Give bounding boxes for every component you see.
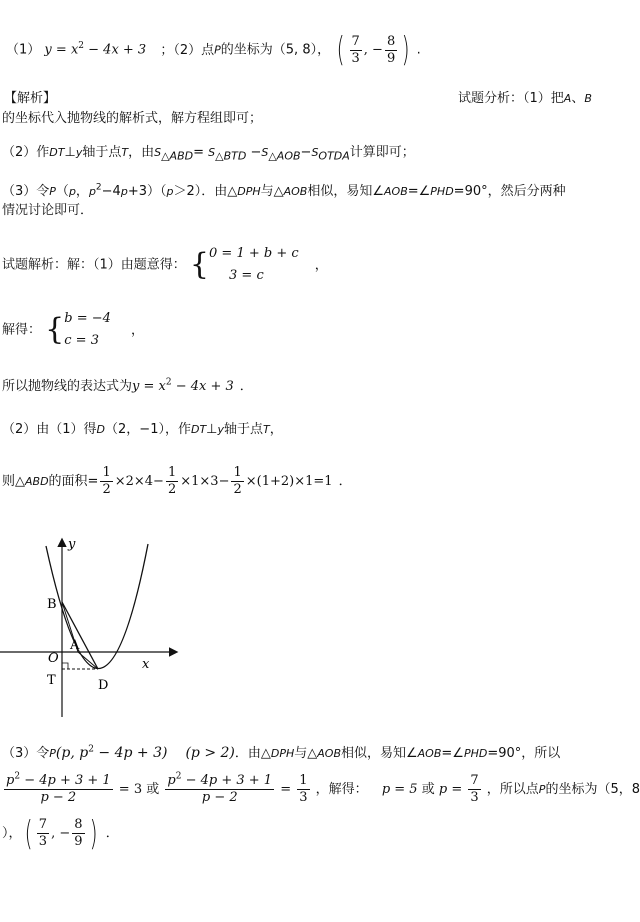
- answer-part1-rest: − 4x + 3: [84, 42, 147, 58]
- eq2-eq: =: [276, 782, 296, 797]
- label-T: T: [47, 673, 56, 688]
- l4-p: P: [49, 185, 56, 198]
- p3-aob: AOB: [317, 747, 341, 760]
- l3-s1: S: [154, 146, 162, 159]
- area-end: ．: [338, 474, 352, 489]
- right-angle-mark: [62, 663, 68, 669]
- l3-dt: DT: [49, 146, 65, 159]
- solution-comma2: ，: [131, 322, 145, 338]
- p3-e: =∠: [441, 746, 464, 761]
- eq2-rhs-num: 1: [299, 773, 308, 788]
- area-frac1-num: 1: [102, 465, 111, 480]
- l4-dph: DPH: [237, 185, 261, 198]
- system2-line1: b = −4: [64, 311, 111, 326]
- answer-part2-prefix: ；（2）点: [160, 42, 215, 58]
- area-t1: ×2×4−: [114, 474, 164, 489]
- label-B: B: [47, 597, 57, 612]
- solve-text: ，解得：: [315, 782, 368, 797]
- answer-line: [6, 30, 421, 71]
- or1: 或: [146, 782, 160, 797]
- p3-phd: PHD: [463, 747, 488, 760]
- system1-brace: {: [189, 247, 210, 282]
- area-frac2-num: 1: [167, 465, 177, 480]
- solution-solved: 解得：: [2, 322, 42, 338]
- label-y: y: [68, 537, 76, 552]
- l4-p2: p: [68, 185, 76, 198]
- l3-y: y: [75, 146, 83, 159]
- last-a: ），: [2, 826, 22, 841]
- or2: 或: [421, 782, 435, 797]
- l4-aob2: AOB: [384, 185, 408, 198]
- system2: [64, 308, 111, 352]
- sol2-den: 3: [470, 790, 479, 805]
- l4-a: （3）令: [2, 184, 50, 199]
- l3-s2sub: △BTD: [215, 149, 247, 163]
- final-frac2-num: 8: [74, 817, 83, 832]
- eq1-frac: [4, 773, 113, 806]
- part2-line: [2, 421, 283, 439]
- area-frac2-den: 2: [167, 482, 177, 497]
- label-A: A: [70, 638, 80, 653]
- solved-line: [2, 308, 144, 353]
- p2-b: （2，−1），作: [105, 422, 191, 437]
- l3-minus1: −: [246, 145, 262, 160]
- l3-d: ，由: [128, 145, 155, 160]
- answer-part2-text: 的坐标为（5, 8），: [220, 42, 331, 58]
- p3-inner2: − 4p + 3): [93, 745, 168, 761]
- p2-y: y: [217, 423, 225, 436]
- answer-part1-rhs: = x: [51, 42, 79, 58]
- final-frac1-den: 3: [38, 834, 48, 849]
- eq2-frac: [165, 773, 274, 806]
- p2-t: T: [263, 423, 270, 436]
- l4-e: +3）（: [127, 184, 167, 199]
- p2-e: ，: [269, 422, 283, 437]
- l4-p4: p: [120, 185, 128, 198]
- eq2-den: p − 2: [201, 790, 238, 805]
- system1-line1: 0 = 1 + b + c: [209, 246, 299, 261]
- area-frac3-num: 1: [233, 465, 242, 480]
- l3-t: T: [121, 146, 129, 159]
- eq1-num: [4, 773, 113, 790]
- eq2-num: [165, 773, 274, 790]
- eq1-num-exp: 2: [14, 771, 21, 782]
- analysis-right-intro-text: 试题分析：（1）把: [458, 91, 564, 106]
- p3-f: =90°，所以: [487, 746, 561, 761]
- answer-frac2-num: 8: [386, 33, 396, 49]
- p3-p: P: [49, 747, 56, 760]
- final-frac1: [37, 817, 49, 850]
- l3-eq: =: [193, 145, 209, 160]
- answer-frac-7-3: [350, 34, 362, 67]
- p3-dph: DPH: [270, 747, 295, 760]
- sol1: p = 5: [381, 782, 418, 797]
- p2-d: D: [96, 423, 106, 436]
- final-sep: , −: [51, 826, 71, 841]
- final-frac1-num: 7: [38, 817, 48, 832]
- p3-c: 与△: [294, 746, 318, 761]
- answer-frac1-num: 7: [351, 33, 360, 49]
- analysis-header: 【解析】: [4, 91, 57, 106]
- answer-right-paren: ): [401, 30, 410, 70]
- label-x: x: [142, 657, 150, 672]
- answer-frac-8-9: [385, 34, 397, 67]
- l4-f: ＞2）．由△: [173, 184, 238, 199]
- eq1-num-a: p: [6, 773, 15, 788]
- l3-s1sub: △ABD: [161, 149, 194, 163]
- l3-s4: S: [311, 146, 319, 159]
- eq1-den: p − 2: [40, 790, 77, 805]
- answer-part1-prefix: （1）: [6, 42, 41, 58]
- l4-b: （: [55, 184, 69, 199]
- area-frac1: [100, 465, 112, 498]
- area-frac3: [231, 465, 243, 498]
- eq1-rhs: = 3: [114, 782, 143, 797]
- l3-end: 计算即可；: [349, 145, 415, 160]
- expression-line: [2, 378, 253, 396]
- area-line: [2, 462, 352, 502]
- l3-c: 轴于点: [82, 145, 122, 160]
- l3-perp: ⊥: [64, 145, 76, 160]
- answer-end: .: [416, 42, 421, 58]
- l3-s2: S: [208, 146, 216, 159]
- final-line: [2, 812, 119, 856]
- solution-intro: 试题解析：解：（1）由题意得：: [2, 257, 186, 273]
- final-frac2: [72, 817, 84, 850]
- area-t3: ×(1+2)×1=1: [245, 474, 333, 489]
- area-frac2: [166, 465, 178, 498]
- segment-AD: [78, 652, 98, 669]
- answer-left-paren: (: [336, 30, 345, 70]
- p3-inner: (p, p: [55, 745, 89, 761]
- expr-prefix: 所以抛物线的表达式为: [2, 379, 133, 394]
- p3-exp: 2: [88, 744, 94, 755]
- concl-b: 的坐标为（5，8: [545, 782, 640, 797]
- concl-p: P: [538, 783, 546, 796]
- eq1-num-b: − 4p + 3 + 1: [20, 773, 111, 788]
- answer-part2-p: P: [214, 43, 221, 57]
- l3-minus2: −: [300, 145, 312, 160]
- l4-p5: p: [166, 185, 174, 198]
- l4-c: ，: [75, 184, 89, 199]
- analysis-right-sep: 、: [571, 91, 585, 106]
- equations-line: [2, 768, 640, 812]
- solution-intro-line: [2, 243, 328, 288]
- p2-perp: ⊥: [206, 422, 218, 437]
- p3-a: （3）令: [2, 746, 50, 761]
- p3-d: 相似，易知∠: [341, 746, 418, 761]
- solution-comma1: ，: [314, 257, 328, 273]
- system2-brace: {: [45, 312, 65, 347]
- analysis-right-a: A: [563, 92, 572, 105]
- analysis-line3: [2, 144, 415, 162]
- l4-aob: AOB: [283, 185, 308, 198]
- l3-s4sub: OTDA: [318, 149, 350, 163]
- analysis-line5: 情况讨论即可．: [2, 203, 94, 218]
- area-a: 则△: [2, 474, 25, 489]
- system1-line2: 3 = c: [229, 268, 264, 283]
- p3-b: ．由△: [234, 746, 271, 761]
- answer-frac2-sign: , −: [363, 42, 383, 58]
- label-D: D: [98, 678, 109, 693]
- l4-j: =90°，然后分两种: [453, 184, 566, 199]
- l4-phd: PHD: [430, 185, 454, 198]
- sol2-num: 7: [470, 773, 479, 788]
- sol2-frac: [468, 773, 480, 806]
- eq2-rhs-frac: [297, 773, 309, 806]
- l4-i: =∠: [407, 184, 431, 199]
- area-frac3-den: 2: [233, 482, 242, 497]
- analysis-line2: 的坐标代入抛物线的解析式，解方程组即可；: [2, 111, 263, 126]
- system1: [209, 243, 299, 287]
- l3-a: （2）作: [2, 145, 50, 160]
- area-b: 的面积=: [48, 474, 99, 489]
- final-frac2-den: 9: [74, 834, 83, 849]
- l4-h: 相似，易知∠: [307, 184, 385, 199]
- concl: ，所以点: [486, 782, 539, 797]
- l4-exp: 2: [95, 182, 102, 193]
- analysis-right-b: B: [584, 92, 592, 105]
- area-abd: ABD: [25, 475, 49, 488]
- eq2-num-a: p: [167, 773, 176, 788]
- analysis-right-intro: [458, 90, 592, 108]
- p3-cond: (p > 2): [185, 745, 235, 761]
- label-O: O: [48, 651, 59, 666]
- expr-exp: 2: [165, 377, 172, 388]
- answer-part1-y: y: [44, 42, 52, 58]
- eq2-rhs-den: 3: [299, 790, 308, 805]
- final-right-paren: ): [89, 813, 98, 854]
- p2-d2: 轴于点: [224, 422, 264, 437]
- system2-line2: c = 3: [64, 333, 99, 348]
- final-left-paren: (: [24, 813, 33, 854]
- l4-p3: p: [88, 185, 96, 198]
- sol2: p =: [438, 782, 467, 797]
- p2-a: （2）由（1）得: [2, 422, 97, 437]
- expr-rest: − 4x + 3: [171, 379, 234, 394]
- expr-y: y = x: [132, 379, 166, 394]
- answer-frac2-den: 9: [386, 50, 396, 66]
- p3-aob2: AOB: [417, 747, 442, 760]
- eq2-num-b: − 4p + 3 + 1: [181, 773, 273, 788]
- l3-s3sub: △AOB: [268, 149, 301, 163]
- answer-part1-exp: 2: [78, 41, 85, 52]
- part3-line: [2, 736, 560, 771]
- answer-frac1-den: 3: [351, 50, 360, 66]
- l4-d: −4: [101, 184, 121, 199]
- area-frac1-den: 2: [102, 482, 111, 497]
- final-end: ．: [105, 826, 119, 841]
- eq2-num-exp: 2: [175, 771, 182, 782]
- expr-end: ．: [239, 379, 253, 394]
- l4-g: 与△: [260, 184, 284, 199]
- area-t2: ×1×3−: [180, 474, 230, 489]
- parabola-curve: [46, 544, 148, 669]
- segment-BD: [62, 602, 98, 669]
- analysis-line4: [2, 183, 566, 201]
- p2-dt: DT: [190, 423, 207, 436]
- parabola-figure: [0, 532, 180, 722]
- l3-s3: S: [261, 146, 269, 159]
